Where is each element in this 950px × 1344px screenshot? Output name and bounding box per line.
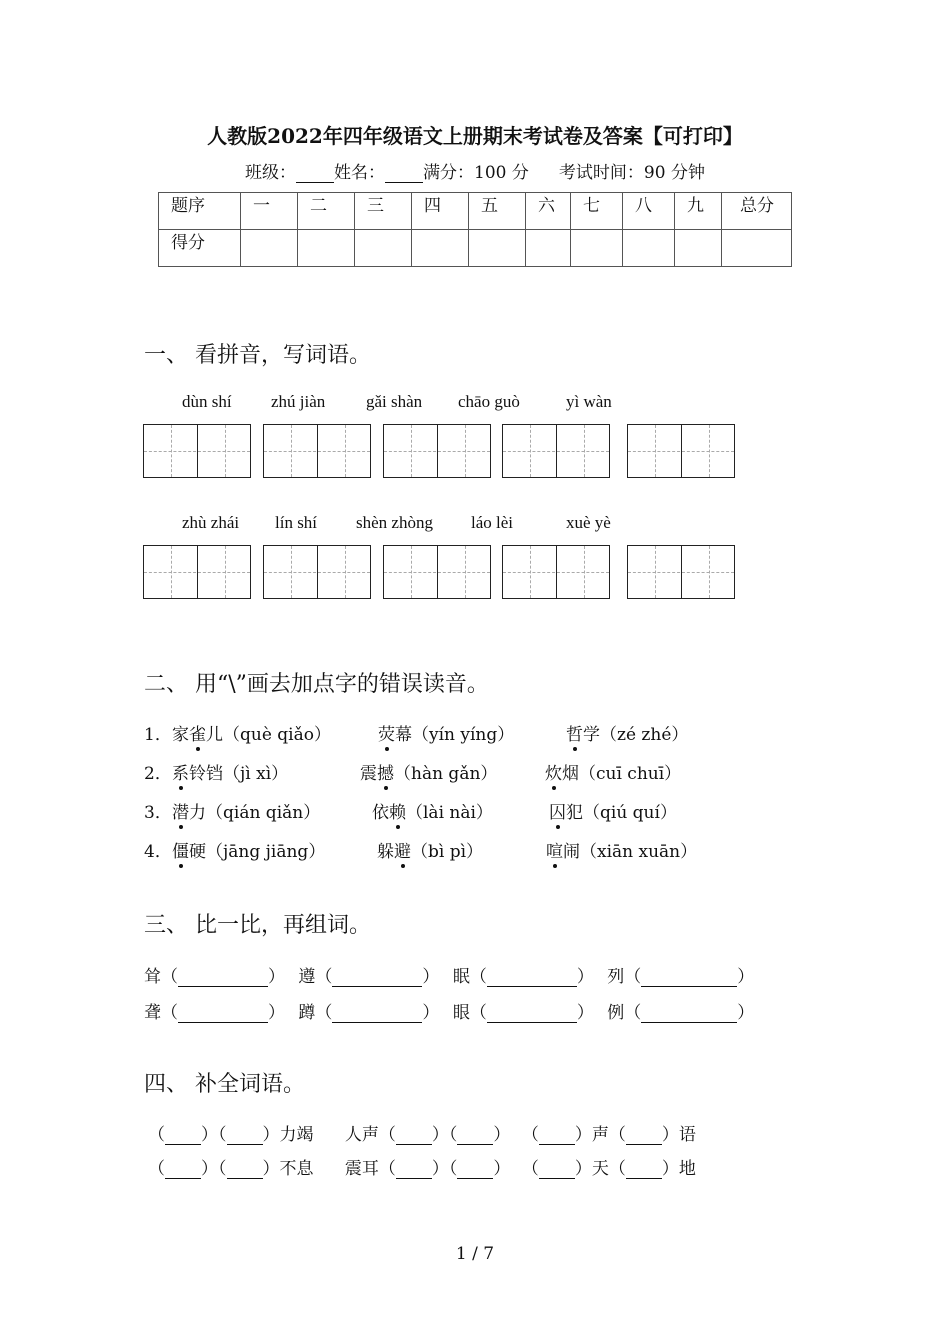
item-number: 2． xyxy=(144,764,172,784)
row-label: 得分 xyxy=(159,230,241,267)
header-cell: 四 xyxy=(412,193,469,230)
char-label: 眠 xyxy=(452,967,470,987)
answer-blank[interactable] xyxy=(641,966,737,987)
header-cell: 题序 xyxy=(159,193,241,230)
pinyin-label: dùn shí xyxy=(182,392,232,411)
idiom-part: 语 xyxy=(678,1125,696,1145)
score-cell[interactable] xyxy=(241,230,298,267)
score-cell[interactable] xyxy=(469,230,526,267)
answer-blank[interactable] xyxy=(626,1158,662,1179)
pinyin-label: xuè yè xyxy=(566,513,611,532)
word-part: 闹（xiān xuān） xyxy=(563,842,698,862)
writing-box[interactable] xyxy=(383,545,491,599)
class-label: 班级： xyxy=(245,163,297,183)
idiom-part: 人声 xyxy=(344,1125,379,1145)
header-cell: 八 xyxy=(623,193,675,230)
word-part: 依 xyxy=(372,803,389,823)
dotted-char: 潜 xyxy=(172,798,189,823)
page-title: 人教版2022年四年级语文上册期末考试卷及答案【可打印】 xyxy=(207,124,743,148)
writing-box[interactable] xyxy=(143,545,251,599)
header-cell: 九 xyxy=(675,193,722,230)
dotted-char: 荧 xyxy=(378,720,395,745)
pinyin-label: shèn zhòng xyxy=(356,513,433,532)
answer-blank[interactable] xyxy=(626,1124,662,1145)
score-cell[interactable] xyxy=(412,230,469,267)
char-label: 列 xyxy=(607,967,625,987)
dotted-char: 哲 xyxy=(566,720,583,745)
section-1-heading: 一、 看拼音，写词语。 xyxy=(144,343,371,368)
header-cell: 三 xyxy=(355,193,412,230)
idiom-part: 声 xyxy=(591,1125,609,1145)
idiom-part: 不息 xyxy=(279,1159,314,1179)
dotted-char: 系 xyxy=(172,759,189,784)
name-label: 姓名： xyxy=(334,163,386,183)
idiom-part: 天 xyxy=(591,1159,609,1179)
char-label: 耸 xyxy=(144,967,161,987)
question-item xyxy=(144,798,677,823)
question-item xyxy=(144,720,689,745)
score-cell[interactable] xyxy=(298,230,355,267)
word-part: 学（zé zhé） xyxy=(583,725,689,745)
answer-blank[interactable] xyxy=(396,1158,432,1179)
word-part: 烟（cuī chuī） xyxy=(562,764,682,784)
writing-box[interactable] xyxy=(383,424,491,478)
writing-box[interactable] xyxy=(502,424,610,478)
pinyin-label: yì wàn xyxy=(566,392,612,411)
dotted-char: 僵 xyxy=(172,837,189,862)
word-part: 躲 xyxy=(377,842,394,862)
name-blank xyxy=(385,162,423,183)
pinyin-label: zhú jiàn xyxy=(271,392,326,411)
word-part: 硬（jāng jiāng） xyxy=(189,842,326,862)
section-3-heading: 三、 比一比，再组词。 xyxy=(144,913,371,938)
idiom-row: （ ）（ ）不息 震耳（ ）（ ） （ ）天（ ）地 xyxy=(148,1159,696,1179)
exam-time: 考试时间：90 分钟 xyxy=(558,163,705,183)
score-cell[interactable] xyxy=(722,230,792,267)
pinyin-label: láo lèi xyxy=(471,513,514,532)
pinyin-label: gǎi shàn xyxy=(366,392,423,411)
header-cell: 一 xyxy=(241,193,298,230)
word-part: 犯（qiú quí） xyxy=(566,803,677,823)
header-cell: 五 xyxy=(469,193,526,230)
header-cell: 总分 xyxy=(722,193,792,230)
answer-blank[interactable] xyxy=(539,1124,575,1145)
score-cell[interactable] xyxy=(675,230,722,267)
answer-blank[interactable] xyxy=(641,1002,737,1023)
answer-blank[interactable] xyxy=(487,966,577,987)
class-blank xyxy=(296,162,334,183)
writing-box[interactable] xyxy=(627,545,735,599)
exam-info xyxy=(0,158,950,183)
idiom-part: 力竭 xyxy=(279,1125,314,1145)
section-4-heading: 四、 补全词语。 xyxy=(144,1072,305,1097)
pinyin-label: chāo guò xyxy=(458,392,520,411)
answer-blank[interactable] xyxy=(178,1002,268,1023)
answer-blank[interactable] xyxy=(227,1158,263,1179)
score-cell[interactable] xyxy=(623,230,675,267)
score-cell[interactable] xyxy=(355,230,412,267)
word-part: 铃铛（jì xì） xyxy=(189,764,289,784)
compare-row: 耸（ ） 遵（ ） 眠（ ） 列（ ） xyxy=(144,967,755,987)
answer-blank[interactable] xyxy=(487,1002,577,1023)
score-table-header xyxy=(159,193,792,230)
writing-box[interactable] xyxy=(627,424,735,478)
dotted-char: 撼 xyxy=(377,759,394,784)
word-part: 力（qián qiǎn） xyxy=(189,803,321,823)
dotted-char: 喧 xyxy=(546,837,563,862)
answer-blank[interactable] xyxy=(227,1124,263,1145)
word-part: （hàn gǎn） xyxy=(394,764,498,784)
question-item xyxy=(144,759,682,784)
dotted-char: 雀 xyxy=(189,720,206,745)
compare-row: 聋（ ） 蹲（ ） 眼（ ） 例（ ） xyxy=(144,1003,755,1023)
idiom-part: 地 xyxy=(678,1159,696,1179)
answer-blank[interactable] xyxy=(332,1002,422,1023)
answer-blank[interactable] xyxy=(457,1158,493,1179)
question-item xyxy=(144,837,698,862)
item-number: 4． xyxy=(144,842,172,862)
writing-box[interactable] xyxy=(502,545,610,599)
item-number: 3． xyxy=(144,803,172,823)
answer-blank[interactable] xyxy=(539,1158,575,1179)
answer-blank[interactable] xyxy=(165,1158,201,1179)
dotted-char: 赖 xyxy=(389,798,406,823)
char-label: 眼 xyxy=(452,1003,470,1023)
dotted-char: 避 xyxy=(394,837,411,862)
word-part: 儿（què qiǎo） xyxy=(206,725,331,745)
word-part: （lài nài） xyxy=(406,803,493,823)
score-cell[interactable] xyxy=(526,230,571,267)
writing-box[interactable] xyxy=(263,545,371,599)
answer-blank[interactable] xyxy=(165,1124,201,1145)
pinyin-label: lín shí xyxy=(275,513,318,532)
idiom-part: 震耳 xyxy=(344,1159,379,1179)
score-table-row xyxy=(159,230,792,267)
pinyin-label: zhù zhái xyxy=(182,513,240,532)
section-2-heading: 二、 用“\”画去加点字的错误读音。 xyxy=(144,672,489,697)
word-part: 家 xyxy=(172,725,189,745)
idiom-row: （ ）（ ）力竭 人声（ ）（ ） （ ）声（ ）语 xyxy=(148,1125,696,1145)
char-label: 蹲 xyxy=(298,1003,316,1023)
score-table xyxy=(158,192,792,267)
header-cell: 七 xyxy=(571,193,623,230)
char-label: 聋 xyxy=(144,1003,161,1023)
score-cell[interactable] xyxy=(571,230,623,267)
char-label: 遵 xyxy=(298,967,316,987)
char-label: 例 xyxy=(607,1003,625,1023)
answer-blank[interactable] xyxy=(396,1124,432,1145)
page-number: 1 / 7 xyxy=(455,1244,495,1264)
answer-blank[interactable] xyxy=(332,966,422,987)
full-score: 满分：100 分 xyxy=(423,163,529,183)
answer-blank[interactable] xyxy=(178,966,268,987)
header-cell: 六 xyxy=(526,193,571,230)
answer-blank[interactable] xyxy=(457,1124,493,1145)
dotted-char: 囚 xyxy=(549,798,566,823)
word-part: （bì pì） xyxy=(411,842,484,862)
writing-box[interactable] xyxy=(143,424,251,478)
item-number: 1． xyxy=(144,725,172,745)
dotted-char: 炊 xyxy=(545,759,562,784)
word-part: 幕（yín yíng） xyxy=(395,725,515,745)
word-part: 震 xyxy=(360,764,377,784)
writing-box[interactable] xyxy=(263,424,371,478)
header-cell: 二 xyxy=(298,193,355,230)
